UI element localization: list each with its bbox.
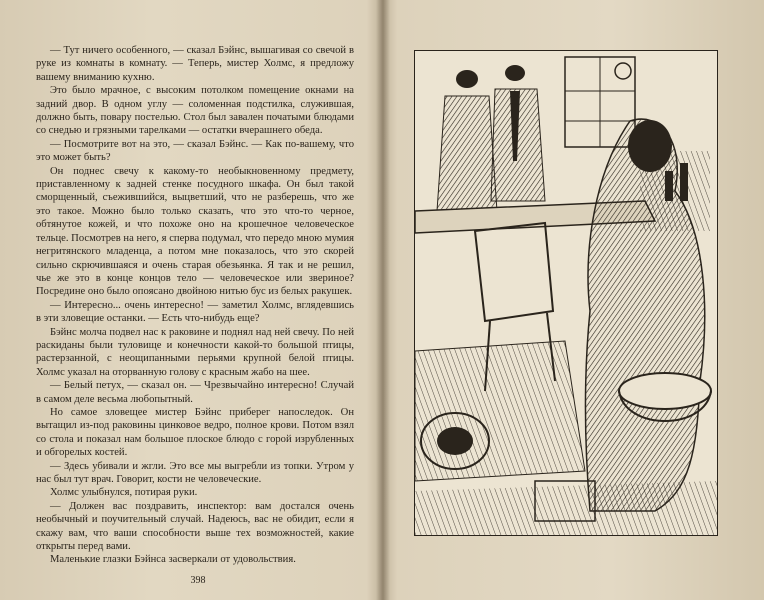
page-number: 398 [190, 575, 206, 586]
paragraph: Бэйнс молча подвел нас к раковине и поднял над ней свечу. По ней раскиданы были туловище и конечности какой-то большой птицы, растерзанной, с неощипанными перьями крупной белой птицы. Холмс указал на оторванную голову с красным жабо на шее. [36, 326, 354, 378]
paragraph: Но самое зловещее мистер Бэйнс приберег напоследок. Он вытащил из-под раковины цинковое ведро, полное крови. Потом взял со стола и показал нам большое плоское блюдо с горой изрубленных и обгорелых костей. [36, 406, 354, 459]
paragraph: — Посмотрите вот на это, — сказал Бэйнс. — Как по-вашему, что это может быть? [36, 138, 354, 164]
paragraph: — Белый петух, — сказал он. — Чрезвычайно интересно! Случай в самом деле весьма любопытный. [36, 380, 354, 405]
body-text [36, 44, 354, 567]
paragraph: Маленькие глазки Бэйнса засверкали от удовольствия. [50, 554, 296, 566]
paragraph: Холмс улыбнулся, потирая руки. [50, 487, 198, 499]
paragraph: — Тут ничего особенного, — сказал Бэйнс, вышагивая со свечой в руке из комнаты в комнату. — Теперь, мистер Холмс, я предложу вашему вниманию кухню. [36, 45, 354, 83]
paragraph: Это было мрачное, с высоким потолком помещение окнами на задний двор. В одном углу — соломенная подстилка, служившая, должно быть, повару постелью. Стол был завален початыми блюдами со снедью и грязными тарелками — остатки вчерашнего обеда. [36, 85, 354, 137]
ink-drawing [415, 51, 717, 535]
basin [619, 373, 711, 409]
illustration-kitchen-scene [414, 50, 718, 536]
paragraph: — Здесь убивали и жгли. Это все мы выгребли из топки. Утром у нас был тут врач. Говорит, кости не человеческие. [36, 460, 354, 485]
right-page [386, 0, 764, 600]
paragraph: — Должен вас поздравить, инспектор: вам достался очень необычный и поучительный случай. Надеюсь, вас не обидит, если я скажу вам, что ваши способности выше тех возможностей, какие открыты перед вами. [36, 500, 354, 553]
paragraph: Он поднес свечу к какому-то необыкновенному предмету, приставленному к задней стенке посудного шкафа. Он был такой сморщенный, съежившийся, выцветший, что не разберешь, что же это такое. Можно было только сказать, что это что-то черное, обтянутое кожей, и что похоже оно на крошечное человеческое тельце. Посмотрев на него, я сперва подумал, что передо мною мумия негритянского младенца, а потом мне показалось, что это скорей сильно скрючившаяся и очень старая обезьянка. Я так и не решил, чье же это в конце концов тело — человеческое или звериное? Посредине оно было опоясано двойною нитью бус из белых ракушек. [36, 165, 354, 298]
paragraph: — Интересно... очень интересно! — заметил Холмс, вглядевшись в эти зловещие останки. — Есть что-нибудь еще? [36, 299, 354, 325]
